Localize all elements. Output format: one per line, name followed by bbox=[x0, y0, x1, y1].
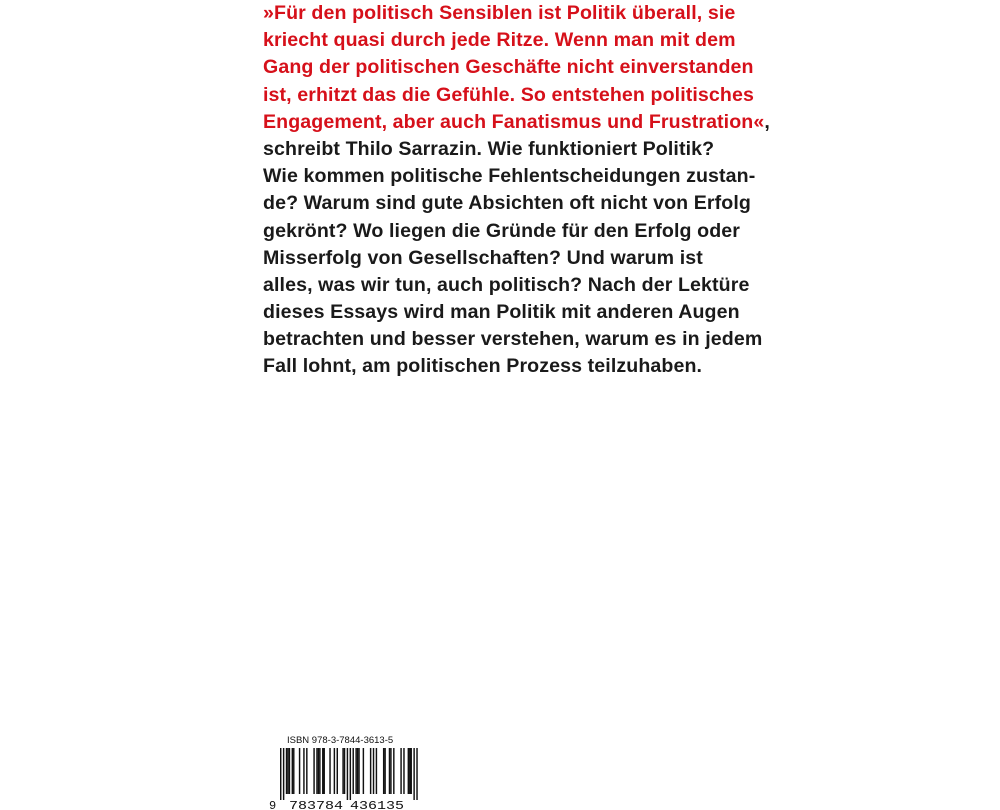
blurb-line-13: betrachten und besser verstehen, warum es in jedem bbox=[263, 328, 763, 351]
barcode-bar bbox=[383, 748, 384, 794]
blurb-line-8: de? Warum sind gute Absichten oft nicht von Erfolg bbox=[263, 192, 751, 215]
barcode-bar bbox=[347, 748, 348, 800]
blurb-line-9: gekrönt? Wo liegen die Gründe für den Erfolg oder bbox=[263, 219, 740, 242]
barcode-bar bbox=[411, 748, 412, 794]
barcode-bar bbox=[329, 748, 330, 794]
barcode-bar bbox=[337, 748, 338, 794]
blurb-line-4: ist, erhitzt das die Gefühle. So entstehen politisches bbox=[263, 83, 754, 106]
barcode-bar bbox=[353, 748, 354, 794]
barcode-bar bbox=[313, 748, 314, 794]
barcode-right-digits: 436135 bbox=[350, 799, 404, 810]
barcode-bar bbox=[342, 748, 343, 794]
barcode-bar bbox=[334, 748, 335, 794]
barcode-bar bbox=[344, 748, 345, 794]
blurb-line-14: Fall lohnt, am politischen Prozess teilzuhaben. bbox=[263, 355, 703, 378]
blurb-line-7: Wie kommen politische Fehlentscheidungen zustan- bbox=[263, 165, 756, 188]
barcode-bar bbox=[319, 748, 320, 794]
barcode-bar bbox=[292, 748, 293, 794]
barcode-bar bbox=[350, 748, 351, 800]
barcode-bar bbox=[283, 748, 284, 800]
isbn-label: ISBN 978-3-7844-3613-5 bbox=[287, 735, 394, 746]
barcode-bar bbox=[390, 748, 391, 794]
barcode-bar bbox=[409, 748, 410, 794]
barcode-bar bbox=[299, 748, 300, 794]
barcode-bar bbox=[318, 748, 319, 794]
barcode-bar bbox=[289, 748, 290, 794]
barcode-bar bbox=[370, 748, 371, 794]
cover-blurb bbox=[263, 0, 770, 381]
barcode-bar bbox=[400, 748, 401, 794]
barcode-first-digit: 9 bbox=[269, 799, 277, 810]
ean13-barcode bbox=[268, 748, 428, 810]
barcode-bar bbox=[324, 748, 325, 794]
barcode-bar bbox=[389, 748, 390, 794]
blurb-line-1: »Für den politisch Sensiblen ist Politik überall, sie bbox=[263, 2, 736, 24]
blurb-line-10: Misserfolg von Gesellschaften? Und warum ist bbox=[263, 246, 703, 269]
barcode-bar bbox=[393, 748, 394, 794]
barcode-bar bbox=[293, 748, 294, 794]
blurb-line-6: schreibt Thilo Sarrazin. Wie funktioniert Politik? bbox=[263, 137, 715, 160]
barcode-bar bbox=[358, 748, 359, 794]
blurb-line-12: dieses Essays wird man Politik mit anderen Augen bbox=[263, 301, 740, 324]
barcode-bar bbox=[306, 748, 307, 794]
barcode-bar bbox=[303, 748, 304, 794]
blurb-line-2: kriecht quasi durch jede Ritze. Wenn man mit dem bbox=[263, 29, 736, 52]
blurb-line-5-quote: Engagement, aber auch Fanatismus und Frustration« bbox=[263, 110, 765, 133]
barcode-bar bbox=[287, 748, 288, 794]
barcode-bar bbox=[363, 748, 364, 794]
barcode-bar bbox=[322, 748, 323, 794]
barcode-bar bbox=[408, 748, 409, 794]
barcode-bar bbox=[376, 748, 377, 794]
blurb-line-5-comma: , bbox=[764, 110, 770, 133]
barcode-left-digits: 783784 bbox=[289, 799, 343, 810]
barcode-bar bbox=[316, 748, 317, 794]
barcode-bar bbox=[384, 748, 385, 794]
barcode-bar bbox=[286, 748, 287, 794]
barcode-bar bbox=[373, 748, 374, 794]
barcode-bar bbox=[403, 748, 404, 794]
blurb-line-11: alles, was wir tun, auch politisch? Nach der Lektüre bbox=[263, 273, 750, 296]
barcode-bar bbox=[413, 748, 414, 800]
barcode-bars bbox=[280, 748, 418, 800]
barcode-bar bbox=[280, 748, 281, 800]
barcode-bar bbox=[355, 748, 356, 794]
barcode-bar bbox=[416, 748, 417, 800]
blurb-line-5 bbox=[263, 109, 770, 136]
blurb-line-3: Gang der politischen Geschäfte nicht einverstanden bbox=[263, 56, 754, 79]
barcode-bar bbox=[357, 748, 358, 794]
